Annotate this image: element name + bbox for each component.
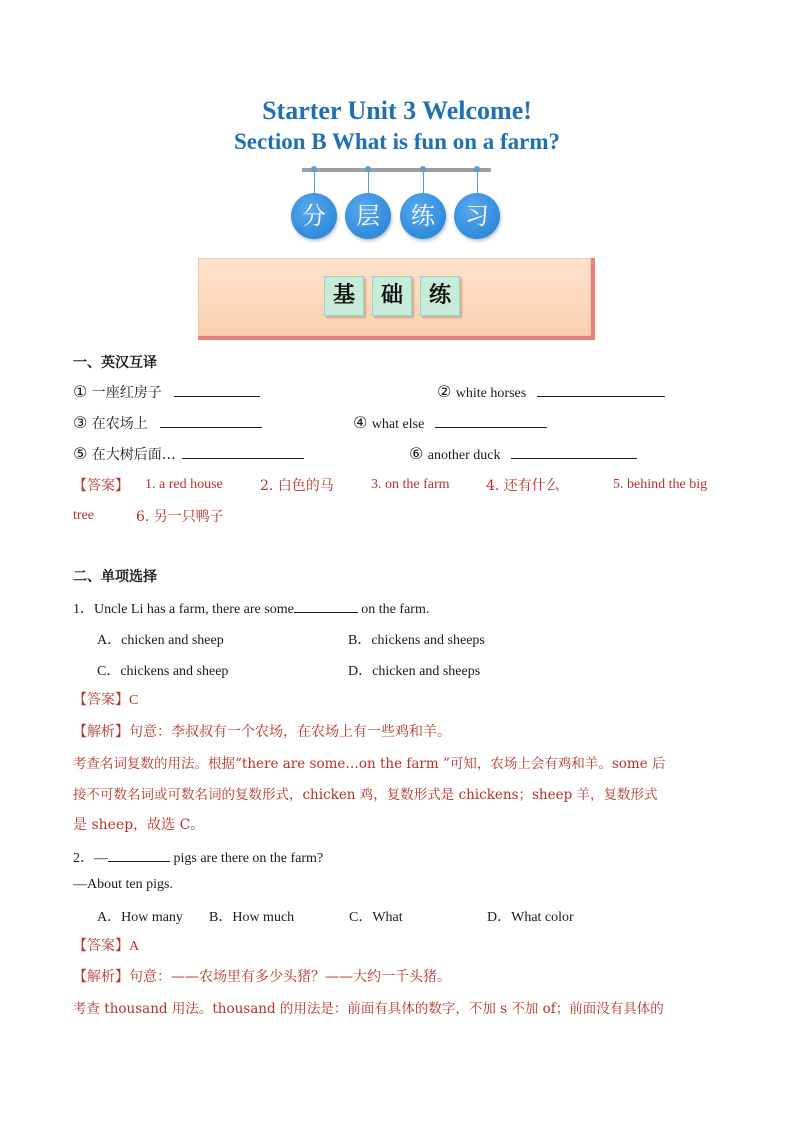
- answer-blank[interactable]: [182, 444, 304, 459]
- exercise-item: [73, 413, 262, 433]
- exercise-item: [437, 382, 665, 402]
- answer-line: [73, 689, 138, 709]
- answer-blank[interactable]: [108, 847, 170, 862]
- answer-item: 2. 白色的马: [260, 478, 334, 494]
- answer-label: 【答案】: [73, 692, 129, 708]
- analysis-line: 是 sheep，故选 C。: [73, 817, 205, 833]
- item-text: 一座红房子: [91, 385, 162, 401]
- banner-tile: 练: [420, 276, 460, 316]
- option-d[interactable]: D．What color: [487, 910, 574, 925]
- stem-text: pigs are there on the farm?: [173, 851, 324, 866]
- option-d[interactable]: D．chicken and sheeps: [348, 664, 481, 679]
- item-number: ⑤: [73, 444, 88, 463]
- analysis-text: 句意：——农场里有多少头猪？——大约一千头猪。: [129, 969, 451, 985]
- analysis-text: 句意：李叔叔有一个农场，在农场上有一些鸡和羊。: [129, 724, 451, 740]
- answer-item: 4. 还有什么: [486, 478, 560, 494]
- analysis-label: 【解析】: [73, 724, 129, 740]
- answer-item: 6. 另一只鸭子: [136, 509, 224, 525]
- analysis-line: 接不可数名词或可数名词的复数形式，chicken 鸡，复数形式是 chickens；sheep 羊，复数形式: [73, 787, 658, 803]
- hanger-stem: [423, 170, 424, 195]
- question-stem: [73, 847, 323, 867]
- exercise-item: [409, 444, 637, 464]
- layer-circle-4: 习: [454, 193, 500, 239]
- document-subtitle: Section B What is fun on a farm?: [233, 129, 561, 154]
- analysis-label: 【解析】: [73, 969, 129, 985]
- hanger-stem: [368, 170, 369, 195]
- answer-label: 【答案】: [73, 938, 129, 954]
- answer-blank[interactable]: [511, 444, 637, 459]
- answer-label: 【答案】: [73, 478, 129, 494]
- layer-circle-3: 练: [400, 193, 446, 239]
- analysis-line: 考查 thousand 用法。thousand 的用法是：前面有具体的数字，不加 s 不加 of；前面没有具体的: [73, 1001, 664, 1017]
- dialogue-reply: —About ten pigs.: [73, 877, 173, 892]
- answer-blank[interactable]: [537, 382, 665, 397]
- stem-text: 1．Uncle Li has a farm, there are some: [73, 602, 294, 617]
- banner-tile: 基: [324, 276, 364, 316]
- answer-blank[interactable]: [160, 413, 262, 428]
- item-number: ④: [353, 413, 368, 432]
- option-a[interactable]: A．chicken and sheep: [97, 633, 224, 648]
- option-c[interactable]: C．What: [349, 910, 403, 925]
- hanger-stem: [314, 170, 315, 195]
- exercise-item: [73, 444, 304, 464]
- option-a[interactable]: A．How many: [97, 910, 183, 925]
- option-b[interactable]: B．How much: [209, 910, 295, 925]
- layer-circle-1: 分: [291, 193, 337, 239]
- answer-line: [73, 475, 129, 495]
- item-text: 在大树后面…: [91, 447, 176, 463]
- stem-text: on the farm.: [361, 602, 430, 617]
- document-title: Starter Unit 3 Welcome!: [262, 96, 532, 125]
- banner-tile: 础: [372, 276, 412, 316]
- option-c[interactable]: C．chickens and sheep: [97, 664, 229, 679]
- item-number: ②: [437, 382, 452, 401]
- layer-circle-2: 层: [345, 193, 391, 239]
- answer-item: tree: [73, 508, 94, 523]
- item-text: what else: [371, 417, 425, 432]
- item-text: 在农场上: [91, 416, 148, 432]
- answer-blank[interactable]: [294, 598, 358, 613]
- item-number: ③: [73, 413, 88, 432]
- question-stem: [73, 598, 429, 618]
- item-number: ⑥: [409, 444, 424, 463]
- option-b[interactable]: B．chickens and sheeps: [348, 633, 485, 648]
- section-heading: 一、英汉互译: [73, 355, 157, 371]
- answer-blank[interactable]: [174, 382, 260, 397]
- hanger-stem: [477, 170, 478, 195]
- section-heading: 二、单项选择: [73, 569, 157, 585]
- answer-value: A: [129, 939, 140, 954]
- answer-item: 3. on the farm: [371, 477, 450, 492]
- answer-value: C: [129, 693, 139, 708]
- analysis-line: [73, 966, 451, 986]
- answer-line: [73, 935, 139, 955]
- answer-blank[interactable]: [435, 413, 547, 428]
- item-text: another duck: [427, 448, 501, 463]
- answer-item: 1. a red house: [145, 477, 223, 492]
- hanger-bar: [302, 168, 491, 172]
- analysis-line: 考查名词复数的用法。根据“there are some…on the farm ”可知，农场上会有鸡和羊。some 后: [73, 756, 666, 772]
- answer-item: 5. behind the big: [613, 477, 708, 492]
- item-text: white horses: [455, 386, 527, 401]
- stem-text: 2．—: [73, 851, 108, 866]
- analysis-line: [73, 721, 451, 741]
- exercise-item: [73, 382, 260, 402]
- item-number: ①: [73, 382, 88, 401]
- basic-practice-banner: [198, 258, 595, 340]
- exercise-item: [353, 413, 547, 433]
